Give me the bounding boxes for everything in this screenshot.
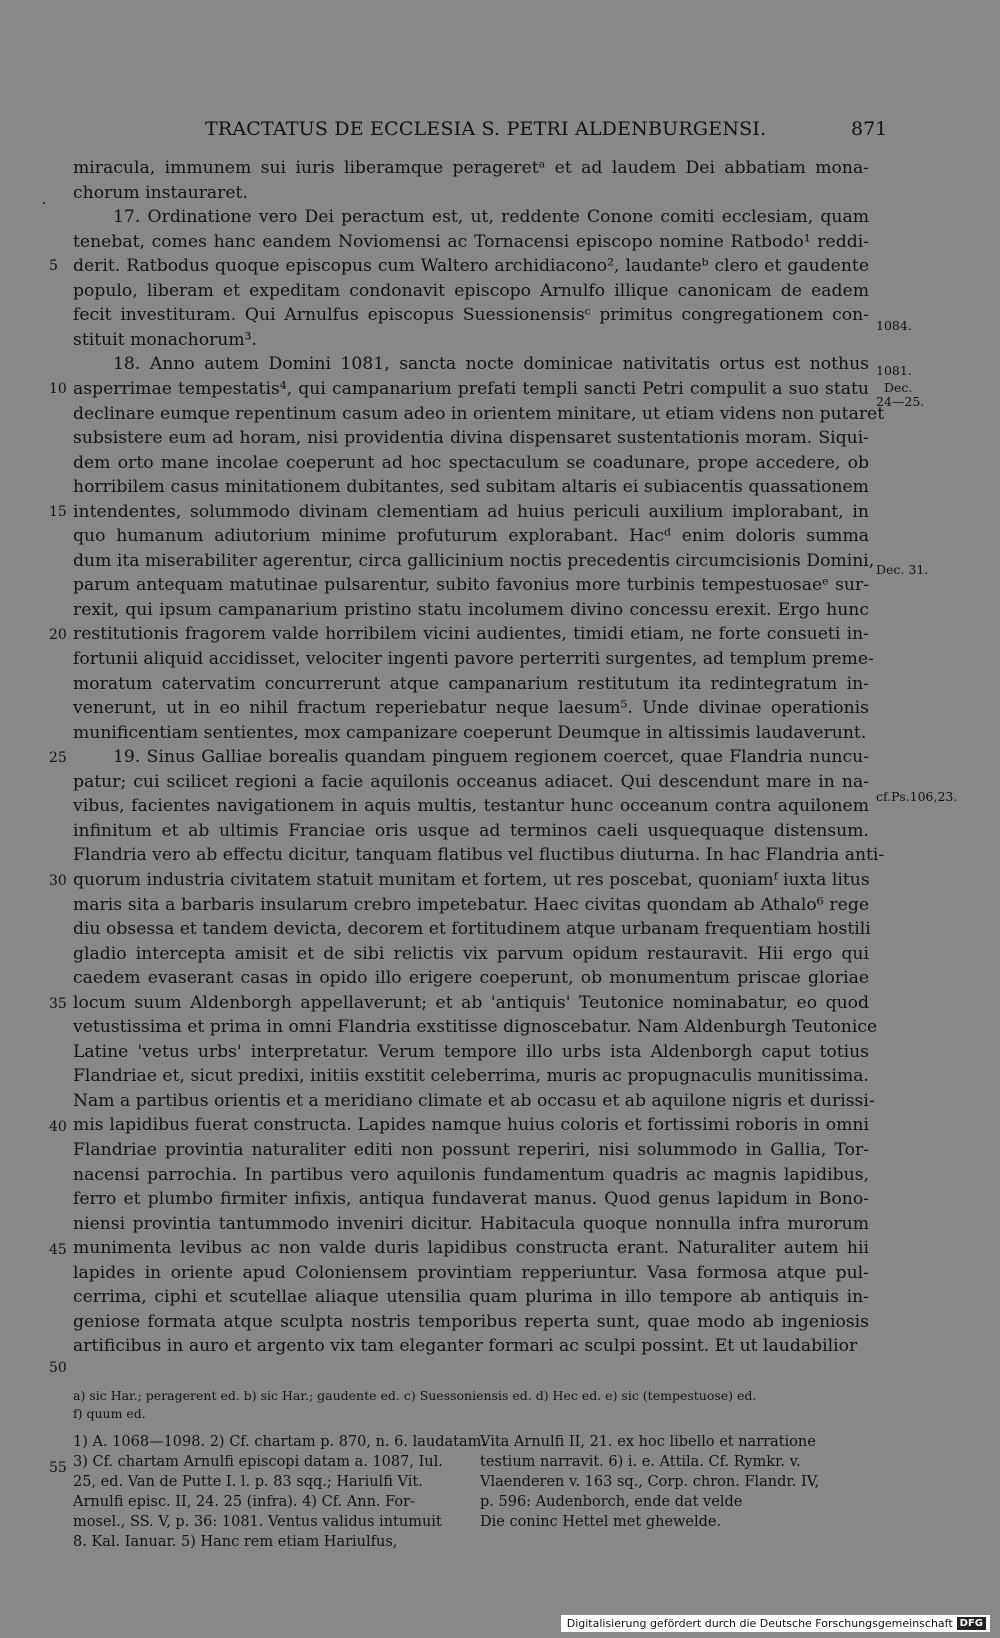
- text-line: vetustissima et prima in omni Flandria exstitisse dignoscebatur. Nam Aldenburgh Teutonice: [73, 1017, 878, 1038]
- footnote-line: Arnulfi episc. II, 24. 25 (infra). 4) Cf. Ann. For-: [73, 1494, 415, 1510]
- footnotes-right: [480, 1432, 819, 1532]
- text-line: venerunt, ut in eo nihil fractum reperiebatur neque laesum⁵. Unde divinae operationis: [73, 698, 869, 719]
- text-line: rexit, qui ipsum campanarium pristino statu incolumem divino concessu erexit. Ergo hunc: [73, 599, 869, 620]
- text-line: gladio intercepta amisit et de sibi relictis vix parvum opidum restauravit. Hii ergo qui: [73, 943, 869, 964]
- footnote-line: mosel., SS. V, p. 36: 1081. Ventus validus intumuit: [73, 1514, 442, 1530]
- text-line: populo, liberam et expeditam condonavit episcopo Arnulfo illique canonicam de eadem: [73, 280, 869, 301]
- text-line: vibus, facientes navigationem in aquis multis, testantur hunc occeanum contra aquilonem: [73, 796, 869, 817]
- text-line: Flandriae provintia naturaliter editi non possunt reperiri, nisi solummodo in Gallia, Tor-: [73, 1140, 869, 1160]
- footnote-line: 25, ed. Van de Putte I. l. p. 83 sqq.; Hariulfi Vit.: [73, 1474, 423, 1490]
- line-number: 15: [49, 504, 67, 520]
- margin-dot: ·: [42, 196, 47, 212]
- line-number: 10: [49, 381, 67, 397]
- footnote-line: 8. Kal. Ianuar. 5) Hanc rem etiam Hariulfus,: [73, 1534, 398, 1550]
- text-line: moratum catervatim concurrerunt atque campanarium restitutum ita redintegratum in-: [73, 673, 869, 694]
- text-line: dum ita miserabiliter agerentur, circa gallicinium noctis precedentis circumcisionis Domini,: [73, 550, 875, 571]
- page-header-title: TRACTATUS DE ECCLESIA S. PETRI ALDENBURGENSI.: [205, 118, 767, 140]
- footnote-line: testium narravit. 6) i. e. Attila. Cf. Rymkr. v.: [480, 1454, 801, 1470]
- footnote-line: Vlaenderen v. 163 sq., Corp. chron. Flandr. IV,: [480, 1474, 820, 1490]
- text-line: parum antequam matutinae pulsarentur, subito favonius more turbinis tempestuosaeᵉ sur-: [73, 575, 869, 596]
- text-line: 18. Anno autem Domini 1081, sancta nocte dominicae nativitatis ortus est nothus: [113, 354, 869, 375]
- line-number: 20: [49, 627, 67, 643]
- text-line: fortunii aliquid accidisset, velociter ingenti pavore perterriti surgentes, ad templum preme-: [73, 649, 874, 669]
- text-line: munificentiam sentientes, mox campanizare coeperunt Deumque in altissimis laudaverunt.: [73, 722, 867, 743]
- text-line: Nam a partibus orientis et a meridiano climate et ab occasu et ab aquilone nigris et durissi-: [73, 1090, 875, 1111]
- text-line: quo humanum adiutorium minime profuturum explorabant. Hacᵈ enim doloris summa: [73, 526, 869, 547]
- text-line: ferro et plumbo firmiter infixis, antiqua fundaverat manus. Quod genus lapidum in Bono-: [73, 1189, 869, 1210]
- line-number: 50: [49, 1360, 67, 1376]
- footnote-line: p. 596: Audenborch, ende dat velde: [480, 1494, 743, 1510]
- margin-note: Dec.: [884, 380, 913, 395]
- text-line: dem orto mane incolae coeperunt ad hoc spectaculum se coadunare, prope accedere, ob: [73, 452, 869, 473]
- line-number: 30: [49, 873, 67, 889]
- line-number: 55: [49, 1460, 67, 1476]
- footer-credit: [561, 1615, 990, 1632]
- footer-text: Digitalisierung gefördert durch die Deutsche Forschungsgemeinschaft: [566, 1617, 953, 1630]
- text-line: restitutionis fragorem valde horribilem vicini audientes, timidi etiam, ne forte consueti in-: [73, 624, 869, 645]
- text-line: stituit monachorum³.: [73, 329, 258, 350]
- text-line: Flandriae et, sicut predixi, initiis exstitit celeberrima, muris ac propugnaculis munitissima.: [73, 1066, 869, 1087]
- text-line: Latine 'vetus urbs' interpretatur. Verum tempore illo urbs ista Aldenborgh caput totius: [73, 1041, 869, 1062]
- text-line: Flandria vero ab effectu dicitur, tanquam flatibus vel fluctibus diuturna. In hac Flandria anti-: [73, 845, 885, 866]
- margin-note: cf.Ps.106,23.: [876, 789, 958, 804]
- line-number: 45: [49, 1242, 67, 1258]
- text-line: munimenta levibus ac non valde duris lapidibus constructa erant. Naturaliter autem hii: [73, 1238, 869, 1259]
- text-line: cerrima, ciphi et scutellae aliaque utensilia quam plurima in illo tempore ab antiquis in-: [73, 1287, 869, 1308]
- text-line: declinare eumque repentinum casum adeo in orientem minitare, ut etiam videns non putaret: [73, 403, 885, 424]
- line-number: 5: [49, 258, 58, 274]
- text-line: diu obsessa et tandem devicta, decorem et fortitudinem atque urbanam frequentiam hostili: [73, 919, 871, 940]
- margin-note: 1081.: [876, 363, 912, 378]
- apparatus-line: a) sic Har.; peragerent ed. b) sic Har.; gaudente ed. c) Suessoniensis ed. d) Hec ed. e) sic (tempestuose) ed.: [73, 1388, 757, 1403]
- text-line: geniose formata atque sculpta nostris temporibus reperta sunt, quae modo ab ingeniosis: [73, 1311, 869, 1332]
- text-line: lapides in oriente apud Coloniensem provintiam repperiuntur. Vasa formosa atque pul-: [73, 1262, 869, 1283]
- line-number: 40: [49, 1119, 67, 1135]
- text-line: caedem evaserant casas in opido illo erigere coeperunt, ob monumentum priscae gloriae: [73, 968, 869, 989]
- footnote-line: 3) Cf. chartam Arnulfi episcopi datam a. 1087, Iul.: [73, 1454, 443, 1470]
- text-line: infinitum et ab ultimis Franciae oris usque ad terminos caeli usquequaque distensum.: [73, 820, 869, 841]
- margin-note: Dec. 31.: [876, 562, 929, 577]
- footnotes-left: [73, 1432, 486, 1552]
- line-number: 35: [49, 996, 67, 1012]
- text-line: 19. Sinus Galliae borealis quandam pinguem regionem coercet, quae Flandria nuncu-: [113, 747, 869, 768]
- text-line: maris sita a barbaris insularum crebro impetebatur. Haec civitas quondam ab Athalo⁶ rege: [73, 894, 869, 915]
- text-line: quorum industria civitatem statuit munitam et fortem, ut res poscebat, quoniamᶠ iuxta litus: [73, 869, 870, 890]
- text-line: miracula, immunem sui iuris liberamque perageretᵃ et ad laudem Dei abbatiam mona-: [73, 158, 869, 178]
- footnote-line: 1) A. 1068—1098. 2) Cf. chartam p. 870, n. 6. laudatam.: [73, 1434, 486, 1450]
- text-line: asperrimae tempestatis⁴, qui campanarium prefati templi sancti Petri compulit a suo statu: [73, 378, 869, 399]
- page-number: 871: [851, 118, 888, 140]
- text-line: mis lapidibus fuerat constructa. Lapides namque huius coloris et fortissimi roboris in omni: [73, 1115, 869, 1136]
- text-line: horribilem casus minitationem dubitantes, sed subitam altaris ei subiacentis quassationem: [73, 477, 869, 498]
- text-line: artificibus in auro et argento vix tam eleganter formari ac sculpi possint. Et ut laudabilior: [73, 1336, 858, 1357]
- text-line: tenebat, comes hanc eandem Noviomensi ac Tornacensi episcopo nomine Ratbodo¹ reddi-: [73, 231, 869, 252]
- text-line: intendentes, solummodo divinam clementiam ad huius periculi auxilium implorabant, in: [73, 501, 869, 522]
- text-line: fecit investituram. Qui Arnulfus episcopus Suessionensisᶜ primitus congregationem con-: [73, 305, 869, 326]
- footnote-line: Vita Arnulfi II, 21. ex hoc libello et narratione: [480, 1434, 816, 1450]
- dfg-logo: DFG: [957, 1617, 986, 1630]
- text-line: nacensi parrochia. In partibus vero aquilonis fundamentum quadris ac magnis lapidibus,: [73, 1164, 869, 1185]
- margin-note: 1084.: [876, 318, 912, 333]
- footnote-line: Die coninc Hettel met ghewelde.: [480, 1514, 722, 1530]
- text-line: subsistere eum ad horam, nisi providentia divina dispensaret sustentationis moram. Siqui-: [73, 428, 869, 449]
- margin-note: 24—25.: [876, 394, 925, 409]
- text-line: chorum instauraret.: [73, 182, 248, 203]
- text-line: patur; cui scilicet regioni a facie aquilonis occeanus adiacet. Qui descendunt mare in na-: [73, 771, 869, 792]
- text-line: 17. Ordinatione vero Dei peractum est, ut, reddente Conone comiti ecclesiam, quam: [113, 207, 869, 228]
- line-number: 25: [49, 750, 67, 766]
- apparatus-line: f) quum ed.: [73, 1406, 146, 1421]
- text-line: niensi provintia tantummodo inveniri dicitur. Habitacula quoque nonnulla infra murorum: [73, 1213, 869, 1234]
- text-line: derit. Ratbodus quoque episcopus cum Waltero archidiacono², laudanteᵇ clero et gaudente: [73, 256, 869, 277]
- text-line: locum suum Aldenborgh appellaverunt; et ab 'antiquis' Teutonice nominabatur, eo quod: [73, 992, 869, 1013]
